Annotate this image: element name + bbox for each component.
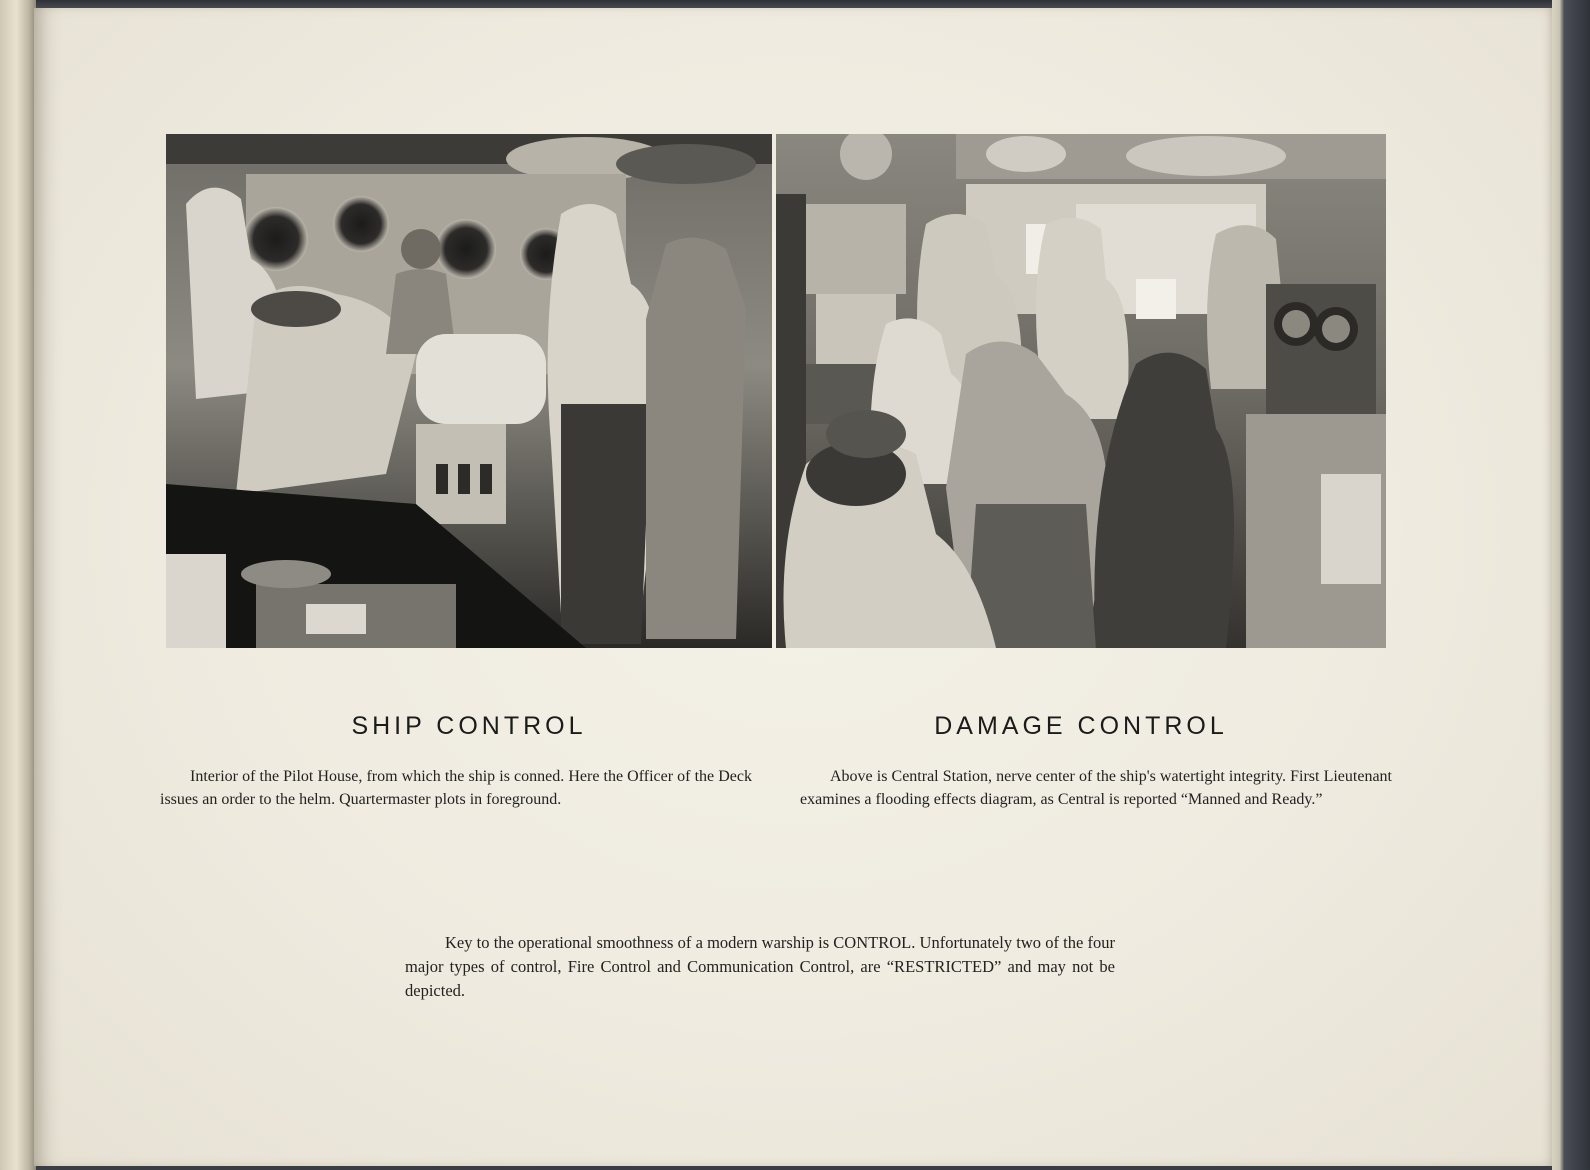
intro-paragraph: Key to the operational smoothness of a modern warship is CONTROL. Unfortunately two of the four major types of control, Fire Control and Communication Control, are “RESTRICTED” and may not be depicted. <box>405 933 1115 1000</box>
section-heading-damage-control: DAMAGE CONTROL <box>934 712 1228 740</box>
book-cover-edge <box>1552 0 1590 1170</box>
photo-pilot-house <box>166 134 772 648</box>
book-gutter-left-page <box>0 0 36 1170</box>
section-heading-ship-control: SHIP CONTROL <box>351 712 587 740</box>
caption-ship-control: Interior of the Pilot House, from which the ship is conned. Here the Officer of the Deck issues an order to the helm. Quartermaster plots in foreground. <box>160 768 752 808</box>
caption-damage-control: Above is Central Station, nerve center of the ship's watertight integrity. First Lieutenant examines a flooding effects diagram, as Central is reported “Manned and Ready.” <box>800 768 1392 808</box>
photo-central-station <box>776 134 1386 648</box>
